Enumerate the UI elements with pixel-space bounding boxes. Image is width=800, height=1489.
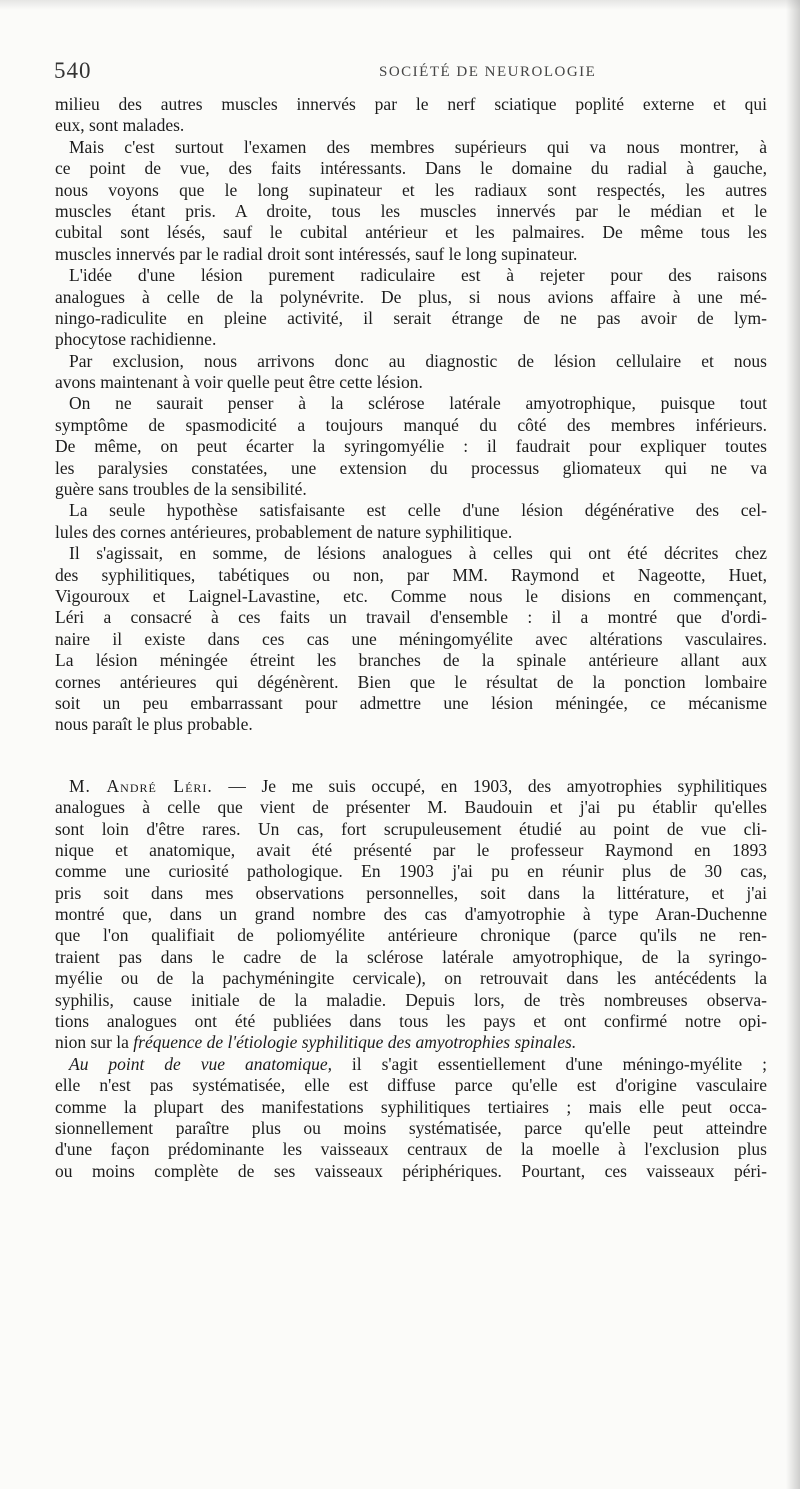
- text-line: comme une curiosité pathologique. En 1903 j'ai pu en réunir plus de 30 cas,: [55, 861, 767, 882]
- text-line: milieu des autres muscles innervés par le nerf sciatique poplité externe et qui: [55, 94, 767, 114]
- italic-span: fréquence de l'étiologie syphilitique des amyotrophies spinales.: [133, 1032, 577, 1053]
- text-line: sionnellement paraître plus ou moins systématisée, parce qu'elle peut atteindre: [55, 1117, 767, 1138]
- text-line: montré que, dans un grand nombre des cas d'amyotrophie à type Aran-Duchenne: [55, 904, 767, 925]
- text-line: tions analogues ont été publiées dans tous les pays et ont confirmé notre opi-: [55, 1011, 767, 1032]
- text-line: guère sans troubles de la sensibilité.: [55, 479, 307, 500]
- text-line: sont loin d'être rares. Un cas, fort scrupuleusement étudié au point de vue cli-: [55, 818, 767, 839]
- italic-span: Au point de vue anatomique,: [69, 1053, 332, 1074]
- text-line: myélie ou de la pachyméningite cervicale), on retrouvait dans les antécédents la: [55, 968, 767, 989]
- text-line: nique et anatomique, avait été présenté par le professeur Raymond en 1893: [55, 839, 767, 860]
- text-line: traient pas dans le cadre de la sclérose latérale amyotrophique, de la syringo-: [55, 946, 767, 967]
- page-header: [54, 58, 754, 88]
- text-line: des syphilitiques, tabétiques ou non, par MM. Raymond et Nageotte, Huet,: [55, 564, 767, 585]
- text-line: comme la plupart des manifestations syphilitiques tertiaires ; mais elle peut occa-: [55, 1096, 767, 1117]
- text-line: Mais c'est surtout l'examen des membres supérieurs qui va nous montrer, à: [69, 136, 767, 157]
- page-binding-shadow: [786, 0, 800, 1489]
- text-span: il s'agit essentiellement d'une méningo-myélite ;: [331, 1053, 767, 1074]
- text-line: naire il existe dans ces cas une méningomyélite avec altérations vasculaires.: [55, 628, 767, 649]
- text-line: La lésion méningée étreint les branches de la spinale antérieure allant aux: [55, 650, 767, 671]
- text-line: analogues à celle de la polynévrite. De plus, si nous avions affaire à une mé-: [55, 286, 767, 307]
- body-text: [55, 94, 767, 1182]
- text-line: On ne saurait penser à la sclérose latérale amyotrophique, puisque tout: [69, 393, 767, 414]
- text-line: nous voyons que le long supinateur et les radiaux sont respectés, les autres: [55, 179, 767, 200]
- text-line: [55, 776, 767, 797]
- text-line: L'idée d'une lésion purement radiculaire est à rejeter pour des raisons: [69, 265, 767, 286]
- text-line: Par exclusion, nous arrivons donc au diagnostic de lésion cellulaire et nous: [69, 350, 767, 371]
- text-line: soit un peu embarrassant pour admettre une lésion méningée, ce mécanisme: [55, 692, 767, 713]
- running-head: SOCIÉTÉ DE NEUROLOGIE: [379, 64, 597, 80]
- page-number: 540: [54, 58, 92, 83]
- text-line: muscles innervés par le radial droit sont intéressés, sauf le long supinateur.: [55, 243, 578, 264]
- text-line: ningo-radiculite en pleine activité, il serait étrange de ne pas avoir de lym-: [55, 307, 767, 328]
- text-line: pris soit dans mes observations personnelles, soit dans la littérature, et j'ai: [55, 882, 767, 903]
- text-span: nion sur la: [55, 1032, 134, 1053]
- text-line: Léri a consacré à ces faits un travail d'ensemble : il a montré que d'ordi-: [55, 607, 767, 628]
- text-line: lules des cornes antérieures, probablement de nature syphilitique.: [55, 521, 513, 542]
- section-gap: [55, 736, 767, 776]
- text-line: symptôme de spasmodicité a toujours manqué du côté des membres inférieurs.: [55, 414, 767, 435]
- text-line: que l'on qualifiait de poliomyélite antérieure chronique (parce qu'ils ne ren-: [55, 925, 767, 946]
- text-line: Vigouroux et Laignel-Lavastine, etc. Comme nous le disions en commençant,: [55, 585, 767, 606]
- text-line: cubital sont lésés, sauf le cubital antérieur et les palmaires. De même tous les: [55, 222, 767, 243]
- text-line: [55, 1032, 767, 1053]
- text-line: [55, 1054, 767, 1075]
- text-line: eux, sont malades.: [55, 115, 185, 136]
- text-span: — Je me suis occupé, en 1903, des amyotrophies syphilitiques: [212, 775, 768, 796]
- page-top-shadow: [0, 0, 800, 10]
- text-line: syphilis, cause initiale de la maladie. Depuis lors, de très nombreuses observa-: [55, 989, 767, 1010]
- text-line: muscles étant pris. A droite, tous les muscles innervés par le médian et le: [55, 200, 767, 221]
- text-line: De même, on peut écarter la syringomyélie : il faudrait pour expliquer toutes: [55, 436, 767, 457]
- text-line: phocytose rachidienne.: [55, 329, 217, 350]
- text-line: ce point de vue, des faits intéressants. Dans le domaine du radial à gauche,: [55, 158, 767, 179]
- text-line: ou moins complète de ses vaisseaux périphériques. Pourtant, ces vaisseaux péri-: [55, 1160, 767, 1181]
- text-line: cornes antérieures qui dégénèrent. Bien que le résultat de la ponction lombaire: [55, 671, 767, 692]
- text-line: elle n'est pas systématisée, elle est diffuse parce qu'elle est d'origine vasculaire: [55, 1075, 767, 1096]
- speaker-name: M. André Léri.: [69, 775, 213, 796]
- text-line: les paralysies constatées, une extension du processus gliomateux qui ne va: [55, 457, 767, 478]
- text-line: d'une façon prédominante les vaisseaux centraux de la moelle à l'exclusion plus: [55, 1139, 767, 1160]
- text-line: nous paraît le plus probable.: [55, 714, 253, 735]
- text-line: La seule hypothèse satisfaisante est celle d'une lésion dégénérative des cel-: [69, 500, 767, 521]
- text-line: Il s'agissait, en somme, de lésions analogues à celles qui ont été décrites chez: [69, 543, 767, 564]
- text-line: avons maintenant à voir quelle peut être cette lésion.: [55, 372, 423, 393]
- text-line: analogues à celle que vient de présenter M. Baudouin et j'ai pu établir qu'elles: [55, 797, 767, 818]
